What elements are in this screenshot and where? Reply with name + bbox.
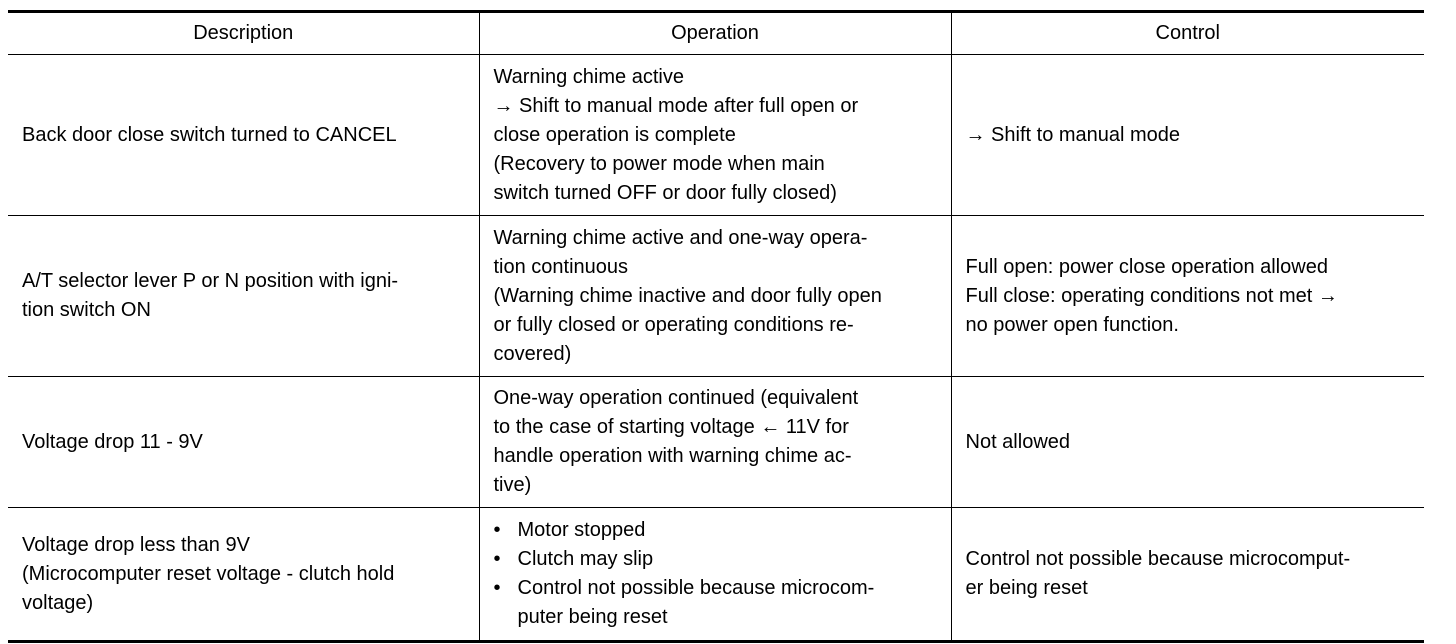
- header-operation: Operation: [479, 12, 951, 55]
- cell-control: [951, 216, 1424, 377]
- text-line: Full close: operating conditions not met →: [965, 284, 1338, 307]
- list-item: [494, 516, 937, 545]
- text-line: close operation is complete: [493, 123, 736, 146]
- text-line: One-way operation continued (equivalent: [493, 387, 859, 409]
- cell-description: [8, 508, 479, 642]
- text-line: Back door close switch turned to CANCEL: [22, 123, 397, 146]
- bullet-list: [494, 516, 937, 632]
- text-line: puter being reset: [517, 606, 668, 628]
- cell-operation: [479, 55, 951, 216]
- text-line: handle operation with warning chime ac-: [493, 445, 852, 467]
- text-line: (Recovery to power mode when main: [493, 152, 825, 175]
- cell-control: [951, 508, 1424, 642]
- text-line: → Shift to manual mode: [965, 123, 1181, 146]
- text-line: tive): [493, 474, 532, 496]
- table-header-row: [8, 12, 1424, 55]
- cell-control: [951, 55, 1424, 216]
- text-line: voltage): [22, 591, 94, 614]
- cell-operation: [479, 377, 951, 508]
- text-line: Voltage drop less than 9V: [22, 533, 250, 556]
- table-row: [8, 216, 1424, 377]
- text-line: switch turned OFF or door fully closed): [493, 181, 837, 204]
- cell-description: [8, 216, 479, 377]
- text-line: Warning chime active: [493, 65, 684, 88]
- cell-description: [8, 55, 479, 216]
- cell-control: [951, 377, 1424, 508]
- text-line: or fully closed or operating conditions re-: [493, 313, 854, 336]
- text-line: Control not possible because microcomput-: [965, 548, 1351, 570]
- text-line: er being reset: [965, 577, 1088, 599]
- text-line: A/T selector lever P or N position with igni-: [22, 270, 399, 292]
- bullet-marker: •: [493, 548, 501, 570]
- text-line: tion continuous: [493, 255, 629, 278]
- text-line: tion switch ON: [22, 299, 151, 321]
- bullet-marker: •: [493, 577, 501, 599]
- text-line: covered): [493, 342, 572, 365]
- bullet-marker: •: [493, 519, 501, 541]
- table-row: [8, 55, 1424, 216]
- list-item: [494, 545, 937, 574]
- text-line: Warning chime active and one-way opera-: [493, 226, 868, 249]
- text-line: (Microcomputer reset voltage - clutch hold: [22, 562, 395, 585]
- cell-operation: [479, 216, 951, 377]
- cell-description: [8, 377, 479, 508]
- table-row: [8, 377, 1424, 508]
- cell-operation: [479, 508, 951, 642]
- table-row: [8, 508, 1424, 642]
- header-control: Control: [951, 12, 1424, 55]
- text-line: Motor stopped: [517, 519, 646, 541]
- text-line: Voltage drop 11 - 9V: [22, 430, 203, 453]
- text-line: to the case of starting voltage ← 11V for: [493, 416, 849, 438]
- text-line: no power open function.: [965, 313, 1179, 336]
- text-line: Full open: power close operation allowed: [965, 255, 1328, 278]
- text-line: → Shift to manual mode after full open or: [493, 94, 859, 117]
- text-line: Clutch may slip: [517, 548, 654, 570]
- text-line: Control not possible because microcom-: [517, 577, 875, 599]
- text-line: Not allowed: [965, 430, 1071, 453]
- fail-safe-table: [8, 10, 1424, 643]
- header-description: Description: [8, 12, 479, 55]
- text-line: (Warning chime inactive and door fully open: [493, 284, 882, 307]
- list-item: [494, 574, 937, 632]
